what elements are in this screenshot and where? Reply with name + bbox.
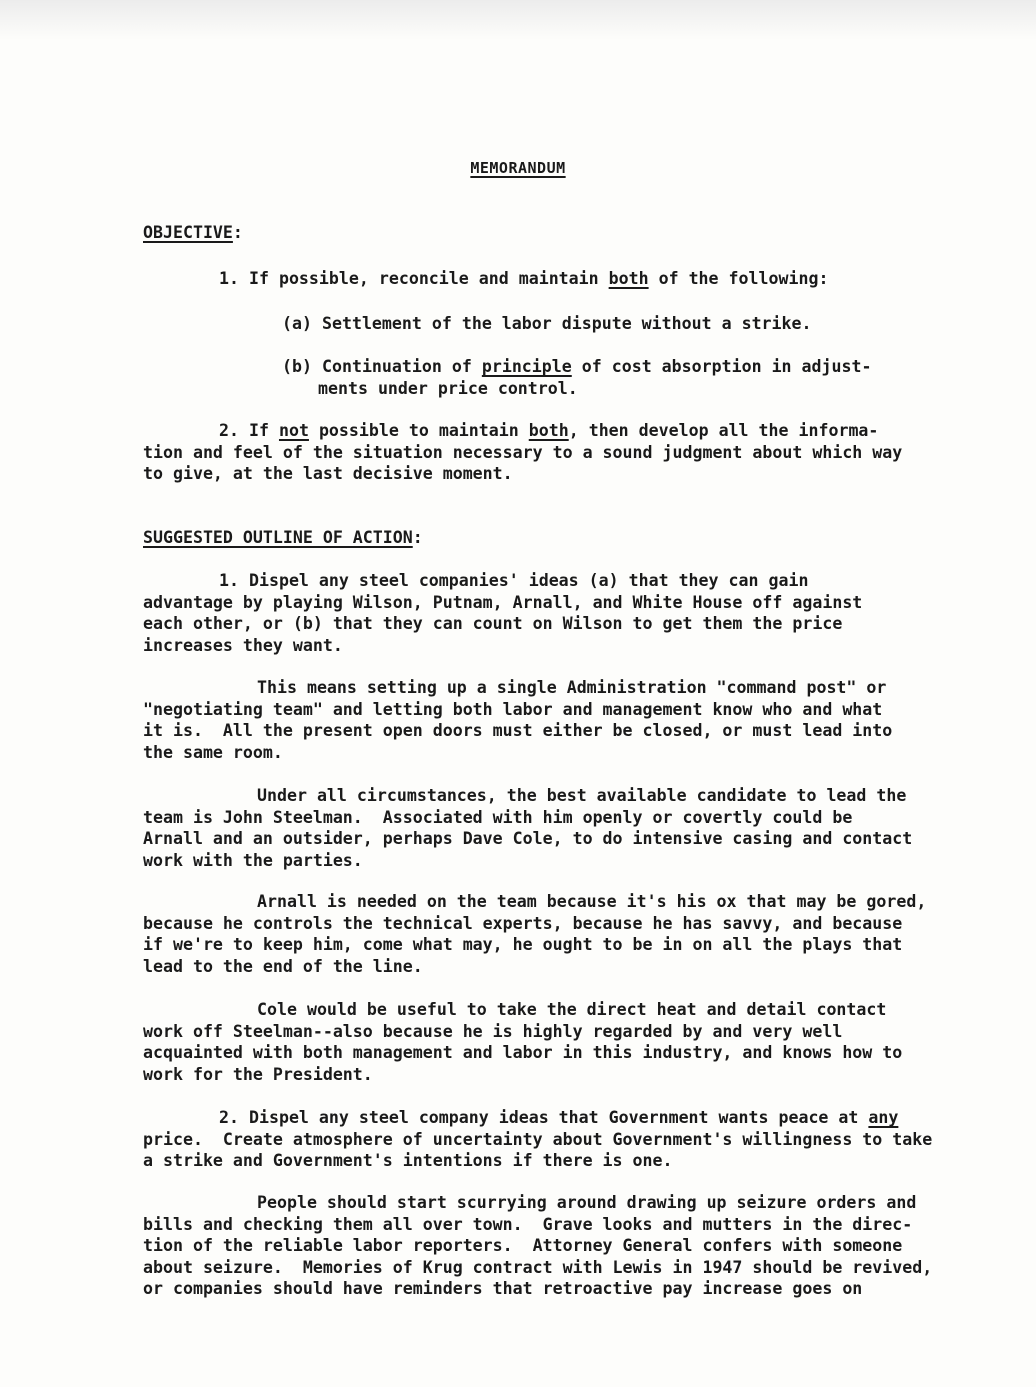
emphasis-principle: principle	[481, 357, 572, 376]
objective-sub-a: (a) Settlement of the labor dispute without a strike.	[282, 314, 812, 333]
emphasis-not: not	[278, 421, 309, 440]
objective-item-2-number: 2.	[219, 421, 239, 440]
paragraph-arnall: Arnall is needed on the team because it's his ox that may be gored, because he controls the technical experts, because he has savvy, and because if we're to keep him, come what may, he ought to be in on all the plays that lead to the end of the line.	[143, 892, 927, 976]
paragraph-steelman: Under all circumstances, the best available candidate to lead the team is John Steelman. Associated with him openly or covertly could be Arnall and an outsider, perhaps Dave Cole, to do intensive casing and contact work with the parties.	[143, 786, 913, 870]
memo-title: MEMORANDUM	[470, 159, 566, 177]
outline-heading: SUGGESTED OUTLINE OF ACTION	[143, 528, 413, 547]
scan-edge-shadow	[0, 0, 1036, 40]
sub-a-label: (a)	[282, 314, 312, 333]
objective-item-1-number: 1.	[219, 269, 239, 288]
outline-item-2-number: 2.	[219, 1108, 239, 1127]
paragraph-command-post: This means setting up a single Administration "command post" or "negotiating team" and letting both labor and management know who and what it is. All the present open doors must either be closed, or must lead into the same room.	[143, 678, 893, 762]
objective-heading-line: OBJECTIVE:	[143, 223, 243, 242]
outline-item-1: 1. Dispel any steel companies' ideas (a) that they can gain advantage by playing Wilson, Putnam, Arnall, and White House off against each other, or (b) that they can count on Wilson to get them the price increases they want.	[143, 571, 863, 655]
outline-heading-line: SUGGESTED OUTLINE OF ACTION:	[143, 528, 423, 547]
objective-item-1: 1. If possible, reconcile and maintain both of the following:	[219, 269, 829, 288]
objective-item-2: 2. If not possible to maintain both, then develop all the informa- tion and feel of the situation necessary to a sound judgment about which way to give, at the last decisive moment.	[143, 421, 903, 483]
outline-item-2: 2. Dispel any steel company ideas that Government wants peace at any price. Create atmosphere of uncertainty about Government's willingness to take a strike and Government's intentions if there is one.	[143, 1108, 933, 1170]
paragraph-cole: Cole would be useful to take the direct heat and detail contact work off Steelman--also because he is highly regarded by and very well acquainted with both management and labor in this industry, and knows how to work for the President.	[143, 1000, 903, 1084]
emphasis-both-2: both	[528, 421, 569, 440]
objective-sub-b: (b) Continuation of principle of cost absorption in adjust- ments under price control.	[282, 357, 872, 398]
emphasis-both: both	[608, 269, 649, 288]
sub-b-label: (b)	[282, 357, 312, 376]
paragraph-seizure: People should start scurrying around drawing up seizure orders and bills and checking them all over town. Grave looks and mutters in the direc- tion of the reliable labor reporters. Attorney General confers with someone about seizure. Memories of Krug contract with Lewis in 1947 should be revived, or companies should have reminders that retroactive pay increase goes on	[143, 1193, 933, 1298]
emphasis-any: any	[868, 1108, 899, 1127]
objective-heading: OBJECTIVE	[143, 223, 233, 242]
outline-item-1-number: 1.	[219, 571, 239, 590]
